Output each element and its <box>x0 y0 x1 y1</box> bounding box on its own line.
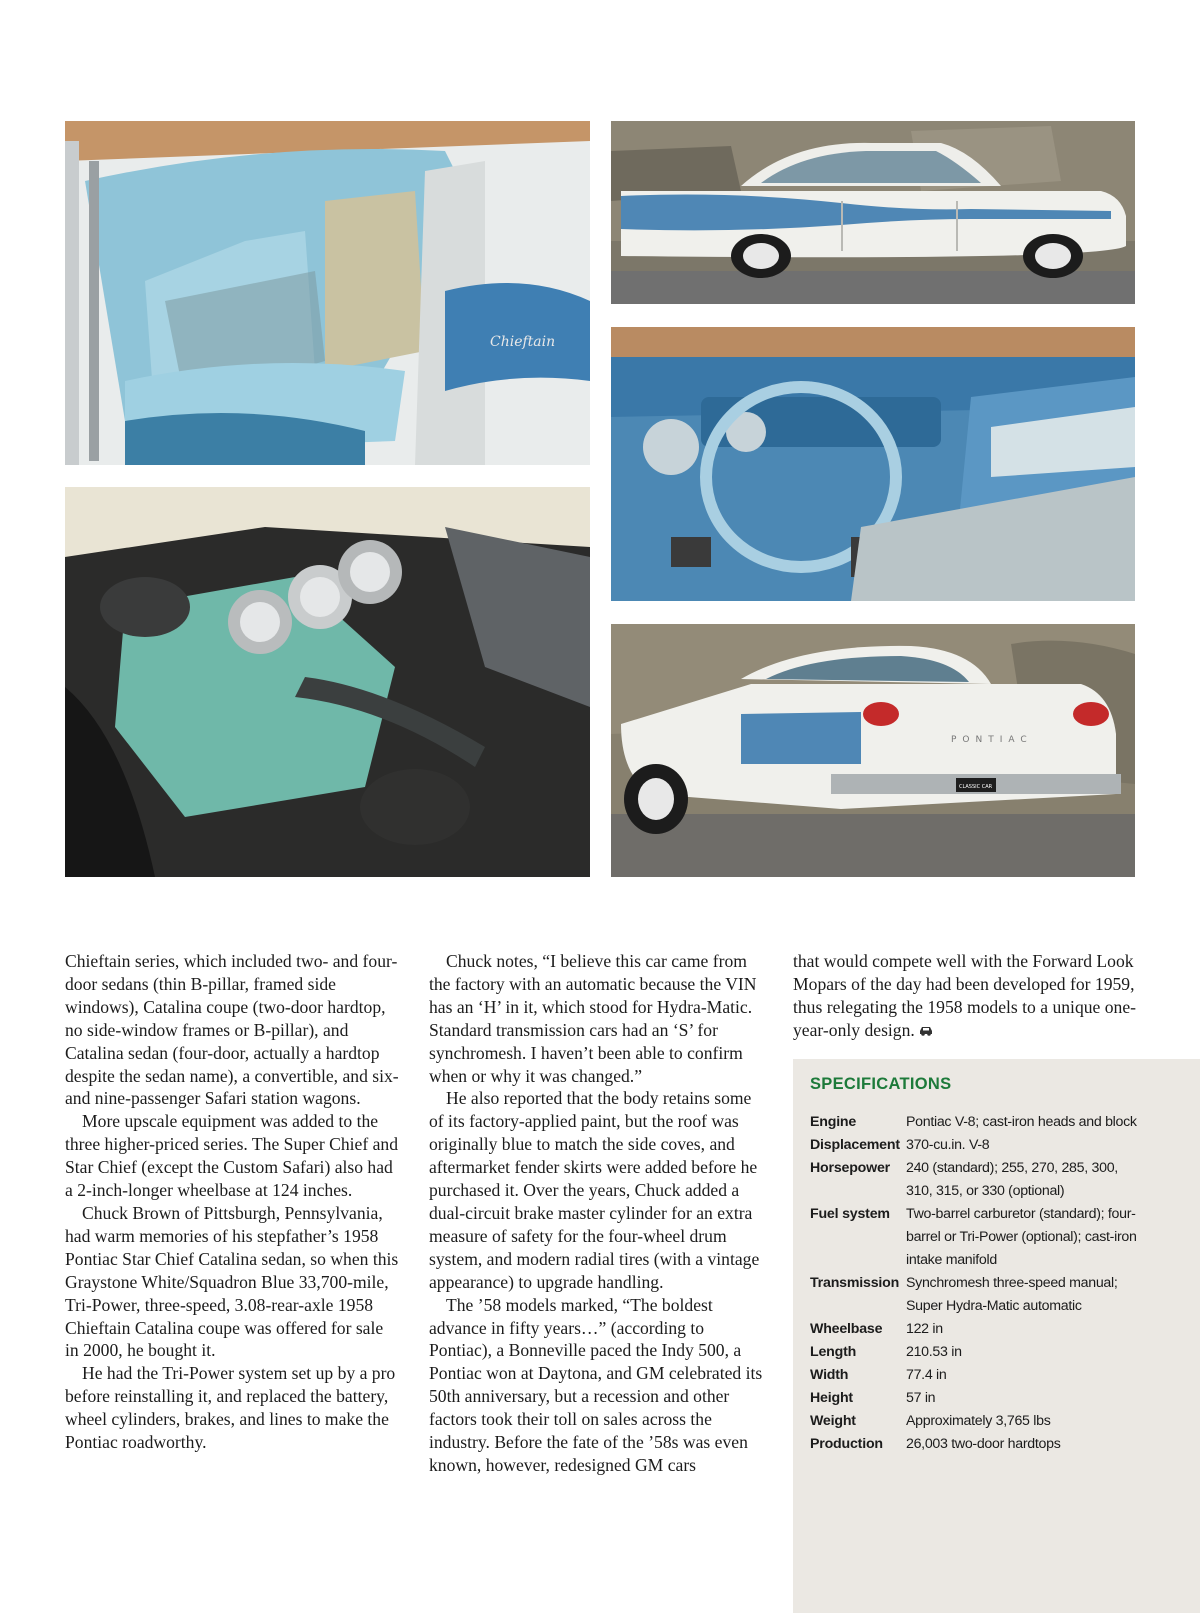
interior-seats-photo <box>65 121 590 465</box>
spec-row <box>810 1203 1140 1272</box>
spec-label: Horsepower <box>810 1160 890 1176</box>
paragraph: The ’58 models marked, “The boldest advance in fifty years…” (according to Pontiac), a Bonneville paced the Indy 500, a Pontiac won at Daytona, and GM celebrated its 50th anniversary, but a recession and other factors took their toll on sales across the industry. Before the fate of the ’58s was even known, however, redesigned GM cars <box>429 1294 763 1475</box>
spec-value: Two-barrel carburetor (standard); four-barrel or Tri-Power (optional); cast-iron intake manifold <box>906 1206 1137 1268</box>
spec-row <box>810 1157 1140 1203</box>
spec-value: 210.53 in <box>906 1344 962 1360</box>
license-plate: CLASSIC CAR <box>959 784 993 790</box>
paragraph: Chuck notes, “I believe this car came from the factory with an automatic because the VIN has an ‘H’ in it, which stood for Hydra-Matic. Standard transmission cars had an ‘S’ for synchromesh. I haven’t been able to confirm when or why it was changed.” <box>429 951 757 1086</box>
spec-value: 57 in <box>906 1390 936 1406</box>
spec-label: Width <box>810 1367 849 1383</box>
spec-value: 240 (standard); 255, 270, 285, 300, 310, 315, or 330 (optional) <box>906 1160 1118 1199</box>
paragraph: Chuck Brown of Pittsburgh, Pennsylvania, had warm memories of his stepfather’s 1958 Pontiac Star Chief Catalina sedan, so when this Graystone White/Squadron Blue 33,700-mile, Tri-Power, three-speed, 3.08-rear-axle 1958 Chieftain Catalina coupe was offered for sale in 2000, he bought it. <box>65 1202 399 1361</box>
spec-label: Production <box>810 1436 883 1452</box>
spec-label: Displacement <box>810 1137 900 1153</box>
paragraph: Chieftain series, which included two- and four-door sedans (thin B-pillar, framed side windows), Catalina coupe (two-door hardtop, no side-window frames or B-pillar), and Catalina sedan (four-door, actually a hardtop despite the sedan name), a convertible, and six- and nine-passenger Safari station wagons. <box>65 951 399 1109</box>
car-end-mark-icon <box>918 1025 934 1040</box>
spec-value: 122 in <box>906 1321 943 1337</box>
spec-row <box>810 1387 1140 1410</box>
spec-label: Transmission <box>810 1275 900 1291</box>
paragraph: that would compete well with the Forward Look Mopars of the day had been developed for 1959, thus relegating the 1958 models to a unique one-year-only design. <box>793 951 1137 1040</box>
specifications-table <box>810 1111 1140 1456</box>
spec-value: 26,003 two-door hardtops <box>906 1436 1061 1452</box>
specifications-box <box>793 1059 1200 1613</box>
spec-label: Length <box>810 1344 857 1360</box>
spec-row <box>810 1318 1140 1341</box>
article-column-2 <box>429 950 764 1477</box>
spec-value: Pontiac V-8; cast-iron heads and block <box>906 1114 1137 1130</box>
spec-value: Synchromesh three-speed manual; Super Hydra-Matic automatic <box>906 1275 1118 1314</box>
dashboard-photo <box>611 327 1135 601</box>
chieftain-badge: Chieftain <box>490 334 556 350</box>
side-profile-photo <box>611 121 1135 304</box>
spec-row <box>810 1341 1140 1364</box>
spec-row <box>810 1111 1140 1134</box>
pontiac-trunk-lettering: PONTIAC <box>951 735 1033 745</box>
spec-label: Fuel system <box>810 1206 890 1222</box>
article-column-3 <box>793 950 1138 1045</box>
article-column-1 <box>65 950 400 1454</box>
paragraph-wrapper <box>793 950 1138 1045</box>
spec-row <box>810 1272 1140 1318</box>
paragraph: He also reported that the body retains some of its factory-applied paint, but the roof was originally blue to match the side coves, and aftermarket fender skirts were added before he purchased it. Over the years, Chuck added a dual-circuit brake master cylinder for an extra measure of safety for the four-wheel drum system, and modern radial tires (with a vintage appearance) to upgrade handling. <box>429 1088 760 1292</box>
spec-label: Height <box>810 1390 853 1406</box>
rear-quarter-photo <box>611 624 1135 877</box>
spec-row <box>810 1364 1140 1387</box>
specifications-title: SPECIFICATIONS <box>810 1075 952 1093</box>
spec-label: Wheelbase <box>810 1321 883 1337</box>
spec-label: Engine <box>810 1114 857 1130</box>
spec-row <box>810 1134 1140 1157</box>
spec-row <box>810 1433 1140 1456</box>
spec-value: Approximately 3,765 lbs <box>906 1413 1051 1429</box>
spec-label: Weight <box>810 1413 856 1429</box>
spec-value: 77.4 in <box>906 1367 947 1383</box>
paragraph: He had the Tri-Power system set up by a pro before reinstalling it, and replaced the battery, wheel cylinders, brakes, and lines to make the Pontiac roadworthy. <box>65 1363 396 1453</box>
engine-bay-photo <box>65 487 590 877</box>
spec-row <box>810 1410 1140 1433</box>
paragraph: More upscale equipment was added to the three higher-priced series. The Super Chief and Star Chief (except the Custom Safari) also had a 2-inch-longer wheelbase at 124 inches. <box>65 1111 398 1201</box>
spec-value: 370-cu.in. V-8 <box>906 1137 990 1153</box>
